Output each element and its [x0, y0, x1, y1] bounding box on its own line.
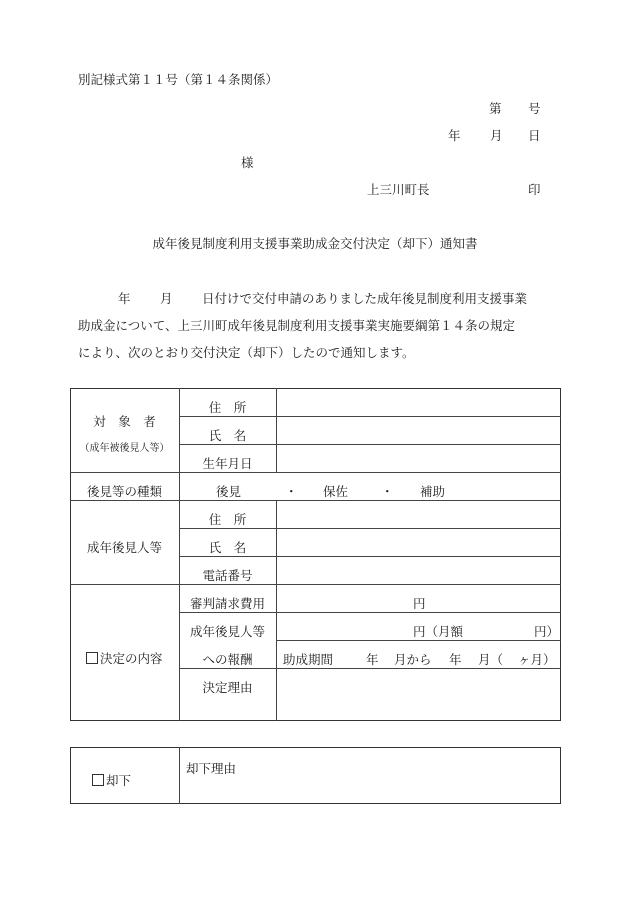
guardian-type-dot-1: ・	[285, 484, 298, 499]
table-row-line	[70, 584, 561, 585]
period-year-2: 年	[449, 652, 462, 667]
fee-yen-close: 円）	[534, 624, 560, 639]
document-title: 成年後見制度利用支援事業助成金交付決定（却下）通知書	[152, 236, 478, 251]
body-line1: 日付けで交付申請のありました成年後見制度利用支援事業	[202, 291, 528, 306]
decision-label	[86, 652, 163, 666]
rejection-label-text: 却下	[106, 773, 132, 788]
date-day: 日	[528, 128, 541, 143]
trial-cost-label: 審判請求費用	[189, 596, 265, 611]
body-line2: 助成金について、上三川町成年後見制度利用支援事業実施要綱第１４条の規定	[78, 318, 516, 333]
decision-checkbox[interactable]	[86, 652, 98, 664]
fee-label-2: への報酬	[202, 652, 253, 667]
decision-reason-label: 決定理由	[202, 680, 253, 695]
guardian-label: 成年後見人等	[86, 540, 162, 555]
guardian-phone-label: 電話番号	[202, 568, 253, 583]
period-year-1: 年	[366, 652, 379, 667]
guardian-type-kouken: 後見	[216, 484, 242, 499]
rejection-table	[70, 747, 561, 804]
table-row-line	[179, 612, 561, 613]
body-line1-year: 年	[118, 291, 131, 306]
table-row-line	[276, 640, 561, 641]
table-row-line	[179, 416, 561, 417]
date-year: 年	[448, 128, 461, 143]
subject-sub-label: （成年被後見人等）	[79, 443, 170, 454]
rejection-label	[92, 774, 131, 788]
subject-birthdate-label: 生年月日	[202, 456, 253, 471]
table-row-line	[179, 668, 561, 669]
form-number: 別記様式第１１号（第１４条関係）	[78, 72, 279, 87]
fee-yen-monthly: 円（月額	[413, 624, 464, 639]
table-row-line	[70, 500, 561, 501]
rejection-checkbox[interactable]	[92, 774, 104, 786]
addressee-sama: 様	[241, 155, 254, 170]
table-row-line	[179, 556, 561, 557]
guardian-type-hosa: 保佐	[323, 484, 349, 499]
guardian-type-dot-2: ・	[381, 484, 394, 499]
seal-mark: 印	[528, 182, 541, 197]
guardian-name-label: 氏 名	[208, 540, 247, 555]
table-col-line-2	[276, 388, 277, 472]
period-months: ヶ月）	[518, 652, 556, 667]
document-number-dai: 第	[489, 101, 502, 116]
subject-address-label: 住 所	[208, 400, 247, 415]
guardian-type-label: 後見等の種類	[86, 484, 162, 499]
period-label: 助成期間	[283, 652, 334, 667]
subject-label: 対 象 者	[93, 414, 156, 429]
document-number-go: 号	[528, 101, 541, 116]
body-line1-month: 月	[160, 291, 173, 306]
table-col-line-2b	[276, 500, 277, 721]
table-row-line	[179, 444, 561, 445]
decision-label-text: 決定の内容	[100, 651, 163, 666]
fee-label-1: 成年後見人等	[189, 624, 265, 639]
rejection-reason-label: 却下理由	[186, 761, 237, 776]
subject-name-label: 氏 名	[208, 428, 247, 443]
guardian-type-hojo: 補助	[420, 484, 446, 499]
body-line3: により、次のとおり交付決定（却下）したので通知します。	[78, 345, 415, 360]
table-row-line	[70, 472, 561, 473]
period-from: 月から	[394, 652, 432, 667]
rejection-col-line	[179, 747, 180, 804]
trial-cost-yen: 円	[413, 596, 426, 611]
table-row-line	[179, 528, 561, 529]
date-month: 月	[490, 128, 503, 143]
issuer-name: 上三川町長	[367, 182, 430, 197]
period-month: 月（	[478, 652, 504, 667]
guardian-address-label: 住 所	[208, 512, 247, 527]
